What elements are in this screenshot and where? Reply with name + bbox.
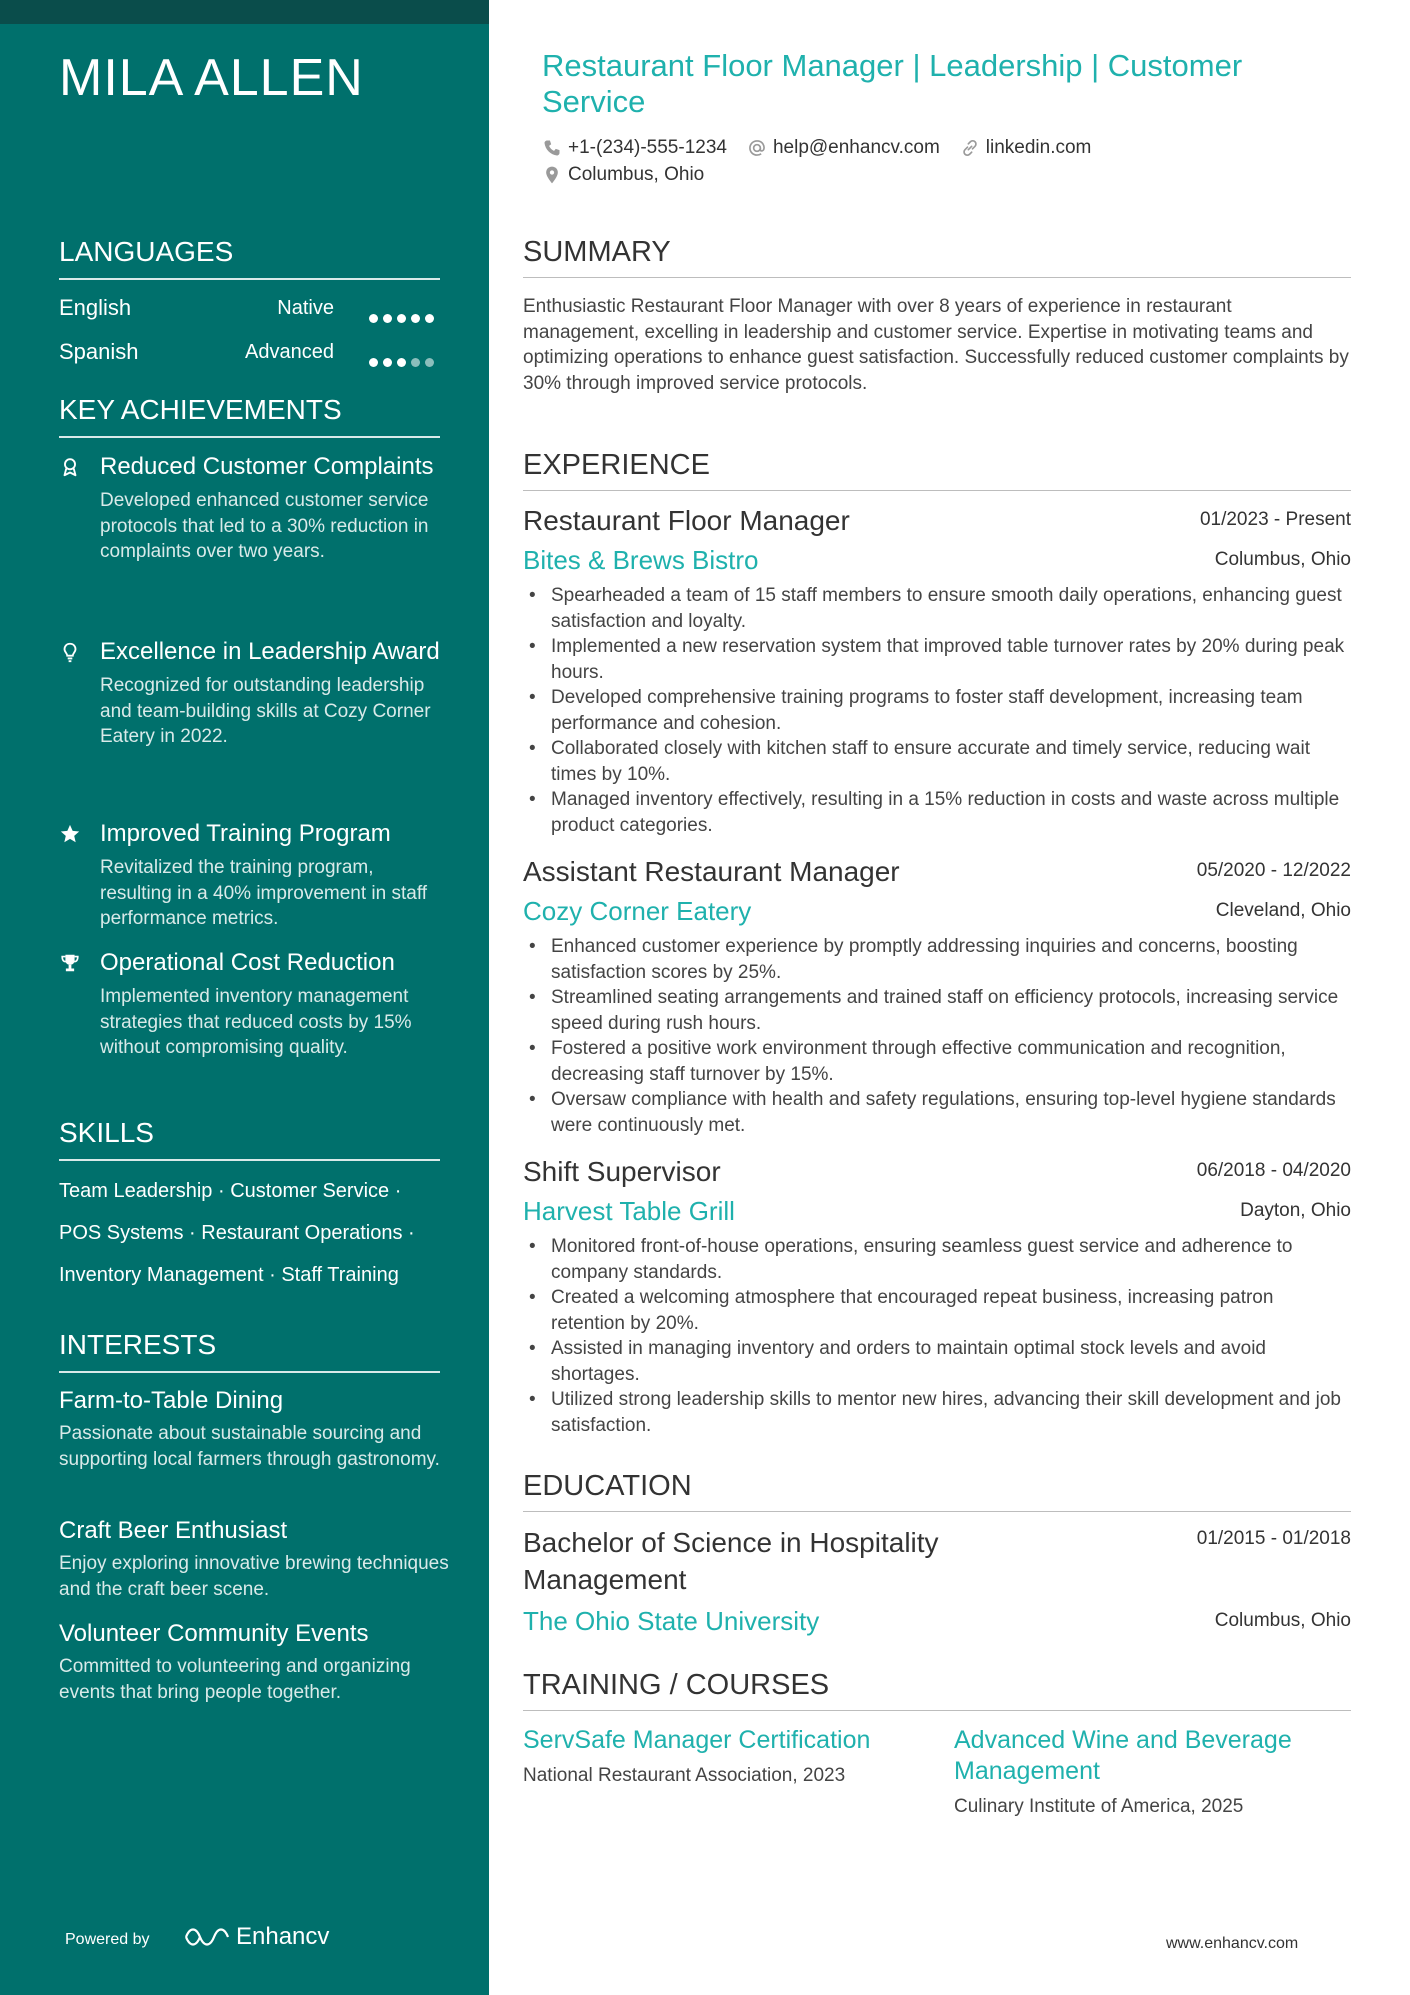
job-bullet: • Assisted in managing inventory and orders to maintain optimal stock levels and avoid shortages. [523, 1336, 1351, 1387]
rating-dot [383, 314, 392, 323]
achievement-desc: Recognized for outstanding leadership and team-building skills at Cozy Corner Eatery in 2022. [100, 675, 431, 747]
language-level: Advanced [245, 341, 334, 363]
rating-dot [369, 358, 378, 367]
achievement-item [59, 948, 440, 1061]
job-bullet: • Oversaw compliance with health and safety regulations, ensuring top-level hygiene standards were continuously met. [523, 1087, 1351, 1138]
interest-title: Craft Beer Enthusiast [59, 1517, 288, 1544]
job-bullet: • Developed comprehensive training programs to foster staff development, increasing team performance and cohesion. [523, 685, 1351, 736]
experience-entry [523, 856, 1351, 1138]
trophy-icon [59, 952, 81, 974]
enhancv-logo[interactable] [184, 1923, 329, 1951]
candidate-name: MILA ALLEN [59, 49, 364, 107]
summary-text: Enthusiastic Restaurant Floor Manager with over 8 years of experience in restaurant management, excelling in leadership and customer service. Expertise in motivating teams and optimizing operations to enhance guest satisfaction. Successfully reduced customer complaints by 30% through improved service protocols. [523, 296, 1349, 394]
course-title: Advanced Wine and Beverage Management [954, 1726, 1292, 1785]
rating-dot [425, 314, 434, 323]
course-item [954, 1725, 1344, 1818]
achievements-heading: KEY ACHIEVEMENTS [59, 394, 440, 438]
interest-item [59, 1619, 449, 1705]
rating-dot [369, 314, 378, 323]
interest-title: Farm-to-Table Dining [59, 1387, 284, 1414]
job-title: Assistant Restaurant Manager [523, 856, 900, 887]
lightbulb-icon [59, 641, 81, 663]
achievement-desc: Implemented inventory management strategies that reduced costs by 15% without compromising quality. [100, 986, 412, 1058]
rating-dot [397, 358, 406, 367]
skill-line: Inventory Management · Staff Training [59, 1264, 399, 1286]
job-bullets [523, 934, 1351, 1138]
job-location: Dayton, Ohio [1240, 1200, 1351, 1221]
skill-line: Team Leadership · Customer Service · [59, 1180, 402, 1202]
contact-phone[interactable] [542, 137, 727, 159]
education-location: Columbus, Ohio [1214, 1610, 1351, 1631]
footer-url[interactable]: www.enhancv.com [1166, 1935, 1299, 1952]
star-icon [59, 823, 81, 845]
achievement-item [59, 819, 440, 932]
rating-dot [397, 314, 406, 323]
enhancv-logo-text: Enhancv [236, 1923, 330, 1950]
education-heading: EDUCATION [523, 1470, 1351, 1512]
achievement-title: Excellence in Leadership Award [100, 638, 440, 665]
language-level: Native [277, 297, 334, 319]
job-title: Shift Supervisor [523, 1156, 721, 1187]
job-bullet: • Implemented a new reservation system that improved table turnover rates by 20% during peak hours. [523, 634, 1351, 685]
job-bullet: • Managed inventory effectively, resulting in a 15% reduction in costs and waste across multiple product categories. [523, 787, 1351, 838]
contact-linkedin[interactable] [960, 137, 1092, 159]
email-text: help@enhancv.com [772, 137, 940, 158]
job-bullet: • Collaborated closely with kitchen staff to ensure accurate and timely service, reducing wait times by 10%. [523, 736, 1351, 787]
job-bullet: • Utilized strong leadership skills to mentor new hires, advancing their skill development and job satisfaction. [523, 1387, 1351, 1438]
job-bullet: • Created a welcoming atmosphere that encouraged repeat business, increasing patron retention by 20%. [523, 1285, 1351, 1336]
interest-desc: Enjoy exploring innovative brewing techniques and the craft beer scene. [59, 1553, 449, 1600]
job-bullets [523, 583, 1351, 838]
sidebar-top-band [0, 0, 489, 24]
course-title: ServSafe Manager Certification [523, 1726, 871, 1754]
rating-dot [411, 314, 420, 323]
job-company: Cozy Corner Eatery [523, 896, 752, 926]
achievement-desc: Revitalized the training program, resulting in a 40% improvement in staff performance metrics. [100, 857, 428, 929]
contact-row-2 [542, 164, 704, 186]
languages-heading: LANGUAGES [59, 236, 440, 280]
skill-line: POS Systems · Restaurant Operations · [59, 1222, 415, 1244]
job-bullet: • Spearheaded a team of 15 staff members to ensure smooth daily operations, enhancing guest satisfaction and loyalty. [523, 583, 1351, 634]
interest-item [59, 1386, 449, 1472]
achievement-title: Reduced Customer Complaints [100, 453, 434, 480]
summary-heading: SUMMARY [523, 236, 1351, 278]
language-row [59, 339, 440, 369]
award-icon [59, 456, 81, 478]
achievement-title: Improved Training Program [100, 820, 391, 847]
language-rating [364, 303, 440, 315]
job-location: Columbus, Ohio [1214, 549, 1351, 570]
job-dates: 01/2023 - Present [1199, 509, 1351, 530]
enhancv-logo-icon [184, 1925, 230, 1949]
course-org: National Restaurant Association, 2023 [523, 1765, 846, 1786]
linkedin-text: linkedin.com [985, 137, 1092, 158]
at-icon [747, 138, 767, 158]
location-pin-icon [542, 165, 562, 185]
job-dates: 05/2020 - 12/2022 [1196, 860, 1351, 881]
interest-desc: Committed to volunteering and organizing events that bring people together. [59, 1656, 411, 1703]
job-company: Bites & Brews Bistro [523, 545, 759, 575]
interest-desc: Passionate about sustainable sourcing and supporting local farmers through gastronomy. [59, 1423, 440, 1470]
job-bullets [523, 1234, 1351, 1438]
interest-item [59, 1516, 449, 1602]
job-bullet: • Fostered a positive work environment through effective communication and recognition, decreasing staff turnover by 15%. [523, 1036, 1351, 1087]
training-heading: TRAINING / COURSES [523, 1669, 1351, 1711]
interests-heading: INTERESTS [59, 1329, 440, 1373]
language-name: English [59, 295, 132, 320]
education-dates: 01/2015 - 01/2018 [1196, 1528, 1351, 1549]
experience-entry [523, 1156, 1351, 1438]
rating-dot [411, 358, 420, 367]
phone-text: +1-(234)-555-1234 [568, 137, 727, 158]
job-title: Restaurant Floor Manager [523, 505, 850, 536]
interest-title: Volunteer Community Events [59, 1620, 369, 1647]
language-rating [364, 347, 440, 359]
location-text: Columbus, Ohio [568, 164, 705, 185]
rating-dot [425, 358, 434, 367]
experience-entry [523, 505, 1351, 838]
job-bullet: • Enhanced customer experience by promptly addressing inquiries and concerns, boosting satisfaction scores by 25%. [523, 934, 1351, 985]
achievement-item [59, 637, 440, 750]
job-dates: 06/2018 - 04/2020 [1196, 1160, 1351, 1181]
achievement-item [59, 452, 440, 565]
education-entry [523, 1524, 1351, 1636]
job-bullet: • Streamlined seating arrangements and trained staff on efficiency protocols, increasing service speed during rush hours. [523, 985, 1351, 1036]
language-name: Spanish [59, 339, 139, 364]
phone-icon [542, 138, 562, 158]
contact-location [542, 164, 704, 186]
course-org: Culinary Institute of America, 2025 [954, 1796, 1244, 1817]
skills-list [59, 1170, 459, 1296]
powered-by-label: Powered by [65, 1931, 150, 1948]
sidebar [0, 0, 489, 1995]
rating-dot [383, 358, 392, 367]
skills-heading: SKILLS [59, 1117, 440, 1161]
achievement-desc: Developed enhanced customer service protocols that led to a 30% reduction in complaints over two years. [100, 490, 429, 562]
experience-heading: EXPERIENCE [523, 449, 1351, 491]
contact-email[interactable] [747, 137, 940, 159]
job-location: Cleveland, Ohio [1215, 900, 1351, 921]
school-name: The Ohio State University [523, 1606, 820, 1636]
contact-row [542, 137, 1091, 159]
achievement-title: Operational Cost Reduction [100, 949, 395, 976]
job-bullet: • Monitored front-of-house operations, ensuring seamless guest service and adherence to company standards. [523, 1234, 1351, 1285]
headline: Restaurant Floor Manager | Leadership | Customer Service [542, 48, 1243, 119]
language-row [59, 295, 440, 325]
course-item [523, 1725, 923, 1787]
job-company: Harvest Table Grill [523, 1196, 735, 1226]
degree-title: Bachelor of Science in Hospitality Management [523, 1527, 939, 1595]
link-icon [960, 138, 980, 158]
